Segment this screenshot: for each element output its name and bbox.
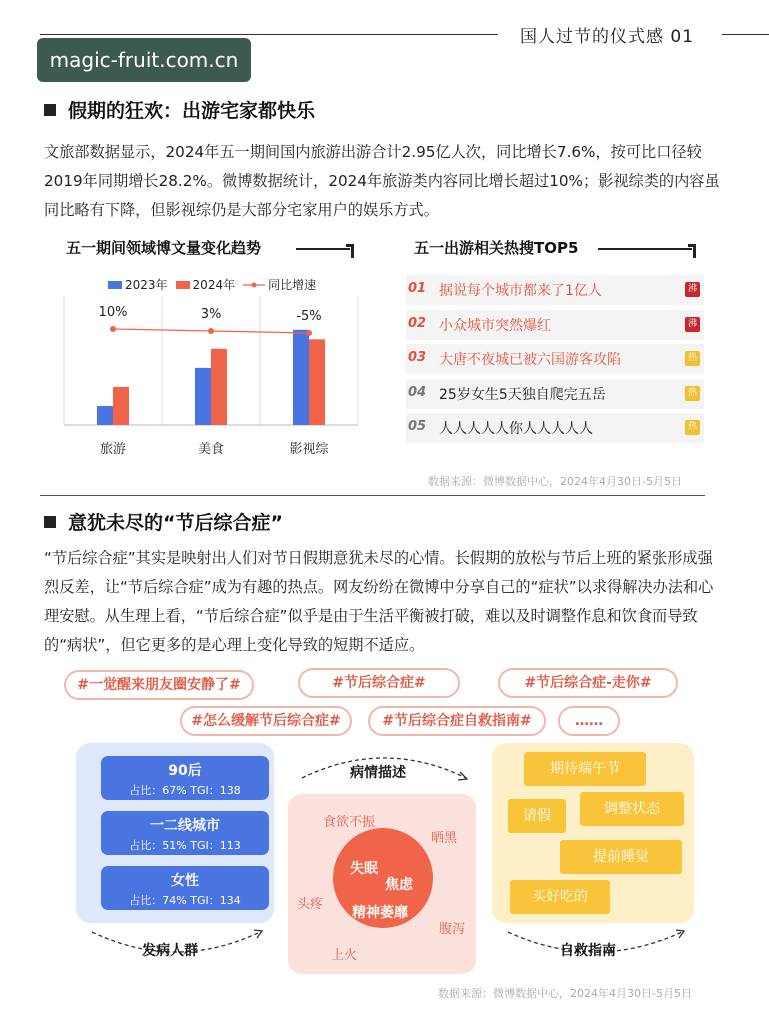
hotlist-badge: 热 — [685, 420, 700, 435]
tip-adjust: 调整状态 — [580, 792, 684, 826]
section1-heading — [44, 96, 315, 123]
hotlist-text: 25岁女生5天独自爬完五岳 — [439, 386, 606, 403]
tip-dragon-boat: 期待端午节 — [524, 752, 646, 786]
tip-eat-well: 买好吃的 — [510, 880, 610, 914]
bar-2024-0 — [113, 387, 129, 425]
hotlist-item — [406, 379, 704, 409]
symptom-heat: 上火 — [331, 948, 358, 963]
hotlist-rank: 02 — [408, 315, 427, 331]
source-note-1: 数据来源：微博数据中心，2024年4月30日-5月5日 — [428, 475, 682, 488]
chart-title-rule — [296, 248, 350, 250]
bar-2023-0 — [97, 406, 113, 425]
page-title: 国人过节的仪式感 01 — [520, 27, 695, 47]
bar-2023-2 — [293, 330, 309, 425]
x-tick-label: 美食 — [197, 442, 225, 457]
yoy-label-0: 10% — [98, 305, 128, 320]
hashtag-1: #一觉醒来朋友圈安静了# — [64, 670, 254, 700]
section1-paragraph: 文旅部数据显示，2024年五一期间国内旅游出游合计2.95亿人次，同比增长7.6%，按可比口径较2019年同期增长28.2%。微博数据统计，2024年旅游类内容同比增长超过10%；影视综类的内容虽同比略有下降，但影视综仍是大部分宅家用户的娱乐方式。 — [44, 143, 720, 219]
hotlist-item — [406, 275, 704, 305]
hotlist-badge: 沸 — [685, 317, 700, 332]
legend-2024: 2024年 — [176, 276, 236, 293]
symptom-diarrhea: 腹泻 — [439, 922, 466, 937]
hashtag-2: #节后综合症# — [298, 668, 460, 698]
hotlist-rank: 03 — [408, 350, 427, 365]
hotlist-badge: 热 — [685, 386, 700, 401]
hotlist-text: 据说每个城市都来了1亿人 — [439, 283, 602, 299]
legend-2023: 2023年 — [108, 276, 168, 293]
hotlist-item — [406, 344, 704, 374]
hotlist-corner-mark — [688, 244, 696, 258]
yoy-point-0 — [110, 326, 116, 332]
hotlist-text: 小众城市突然爆红 — [439, 317, 551, 334]
symptom-headache: 头疼 — [297, 897, 324, 912]
group-female: 女性 占比：74% TGI：134 — [101, 866, 269, 910]
section2-paragraph: “节后综合症”其实是映射出人们对节日假期意犹未尽的心情。长假期的放松与节后上班的紧张形成强烈反差，让“节后综合症”成为有趣的热点。网友纷纷在微博中分享自己的“症状”以求得解决办法和心理安慰。从生理上看，“节后综合症”似乎是由于生活平衡被打破，难以及时调整作息和饮食而导致的“病状”，但它更多的是心理上变化导致的短期不适应。 — [44, 549, 714, 654]
bar-2023-1 — [195, 368, 211, 425]
hashtag-more: …… — [558, 706, 620, 736]
tip-leave: 请假 — [508, 799, 566, 833]
chart-title: 五一期间领域博文量变化趋势 — [66, 239, 262, 257]
section2-heading — [44, 508, 283, 535]
groups-caption: 发病人群 — [142, 943, 198, 959]
group-tier12-cities: 一二线城市 占比：51% TGI：113 — [101, 811, 269, 855]
square-bullet-icon — [44, 516, 56, 528]
hotlist-text: 大唐不夜城已被六国游客攻陷 — [439, 352, 621, 368]
hotlist-rank: 01 — [408, 281, 427, 296]
yoy-point-2 — [306, 330, 312, 336]
hotlist-item — [406, 310, 704, 340]
hotlist-rank: 05 — [408, 419, 427, 434]
selfhelp-caption: 自救指南 — [560, 943, 616, 959]
watermark-badge: magic-fruit.com.cn — [37, 38, 251, 82]
yoy-point-1 — [208, 328, 214, 334]
hotlist-rank: 04 — [408, 384, 427, 400]
section1-heading-text: 假期的狂欢：出游宅家都快乐 — [68, 100, 316, 122]
symptom-appetite: 食欲不振 — [323, 815, 376, 830]
section2-heading-text: 意犹未尽的“节后综合症” — [68, 512, 283, 534]
hotlist-title: 五一出游相关热搜TOP5 — [414, 239, 579, 257]
bar-chart — [60, 292, 360, 467]
chart-corner-mark — [346, 244, 354, 258]
hashtag-4: #怎么缓解节后综合症# — [180, 706, 352, 736]
header-rule-right — [722, 34, 769, 35]
yoy-label-1: 3% — [200, 307, 222, 322]
tip-sleep-early: 提前睡觉 — [560, 840, 682, 874]
hotlist-title-rule — [598, 248, 692, 250]
x-tick-label: 影视综 — [289, 442, 329, 457]
hotlist-item — [406, 413, 704, 443]
bar-2024-2 — [309, 339, 325, 425]
group-90s: 90后 占比：67% TGI：138 — [101, 756, 269, 800]
header-rule-left — [40, 34, 498, 35]
yoy-label-2: -5% — [296, 309, 322, 324]
source-note-2: 数据来源：微博数据中心，2024年4月30日-5月5日 — [438, 987, 692, 1000]
chart-legend — [108, 276, 316, 293]
symptom-insomnia: 失眠 — [350, 861, 378, 877]
hashtag-3: #节后综合症-走你# — [498, 668, 678, 698]
symptoms-caption: 病情描述 — [350, 765, 406, 781]
square-bullet-icon — [44, 104, 56, 116]
hotlist-text: 人人人人人你人人人人人 — [439, 421, 593, 437]
hotlist-badge: 沸 — [685, 282, 700, 297]
hashtag-5: #节后综合症自救指南# — [368, 706, 546, 736]
symptom-anxiety: 焦虑 — [385, 877, 413, 893]
x-tick-label: 旅游 — [99, 442, 127, 457]
symptom-listless: 精神萎靡 — [352, 905, 408, 921]
symptom-tan: 晒黑 — [431, 831, 458, 846]
hotlist-badge: 热 — [685, 351, 700, 366]
bar-2024-1 — [211, 349, 227, 425]
legend-yoy: 同比增速 — [243, 276, 316, 293]
section-divider — [40, 495, 705, 496]
